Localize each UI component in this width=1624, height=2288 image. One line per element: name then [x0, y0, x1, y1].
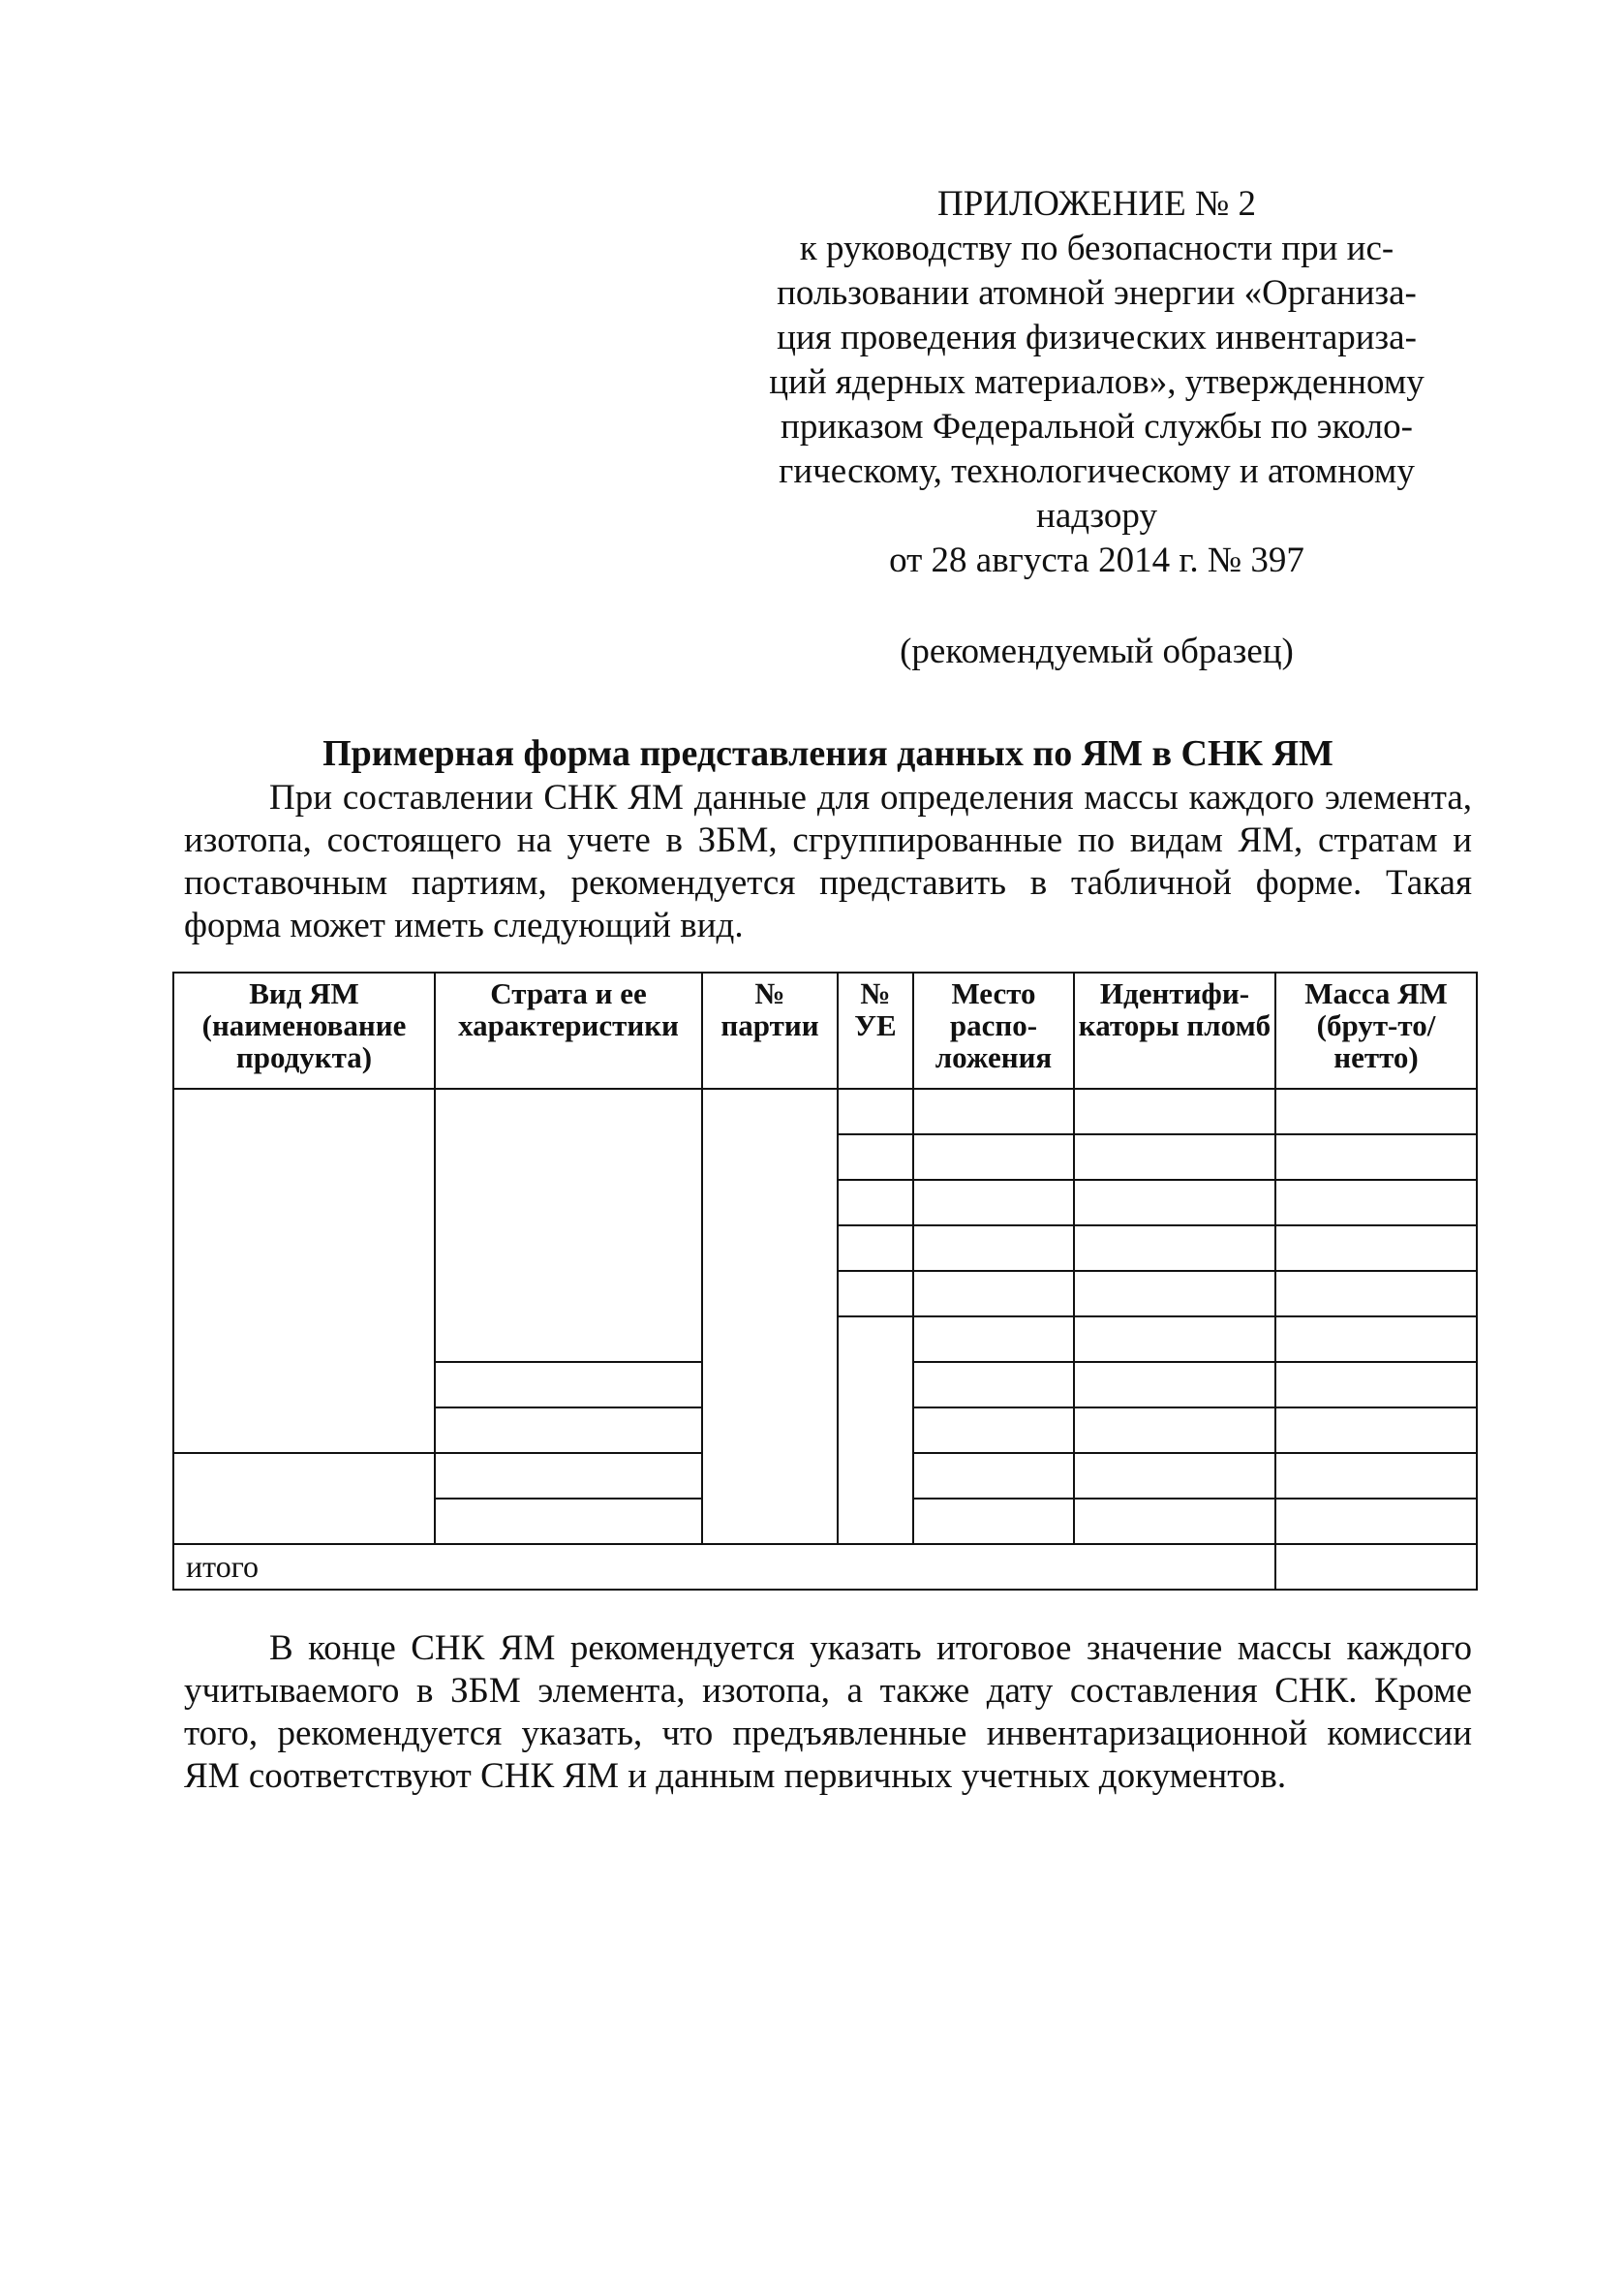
- table-header-row: [173, 973, 1477, 1089]
- table-cell: [1074, 1453, 1275, 1499]
- table-cell: [1074, 1089, 1275, 1134]
- header-item-number: № УЕ: [838, 973, 913, 1089]
- table-cell: [913, 1499, 1074, 1544]
- spacer: [736, 583, 1457, 630]
- table-cell: [1074, 1271, 1275, 1316]
- table-cell: [838, 1089, 913, 1134]
- table-cell: [838, 1180, 913, 1225]
- table-cell: [1074, 1225, 1275, 1271]
- header-batch-number: № партии: [702, 973, 838, 1089]
- table-cell: [913, 1225, 1074, 1271]
- header-seal-ids: Идентифи-каторы пломб: [1074, 973, 1275, 1089]
- total-mass-cell: [1275, 1544, 1477, 1590]
- table-cell: [1074, 1362, 1275, 1407]
- table-cell: [1275, 1225, 1477, 1271]
- appendix-line: приказом Федеральной службы по эколо-: [781, 407, 1413, 447]
- table-cell: [1074, 1180, 1275, 1225]
- document-title: Примерная форма представления данных по ЯМ в СНК ЯМ: [322, 733, 1333, 774]
- cell-stratum-4: [435, 1453, 702, 1499]
- table-cell: [1275, 1134, 1477, 1180]
- appendix-order-date: от 28 августа 2014 г. № 397: [889, 541, 1304, 580]
- table-cell: [1275, 1316, 1477, 1362]
- table-cell: [1275, 1271, 1477, 1316]
- table-cell: [913, 1134, 1074, 1180]
- table-cell: [1074, 1134, 1275, 1180]
- table-cell: [838, 1134, 913, 1180]
- table-cell: [1275, 1499, 1477, 1544]
- table-cell: [1074, 1407, 1275, 1453]
- cell-material-type-2: [173, 1453, 435, 1544]
- header-stratum: Страта и ее характеристики: [435, 973, 702, 1089]
- cell-material-type-1: [173, 1089, 435, 1453]
- appendix-line: ция проведения физических инвентариза-: [777, 318, 1417, 357]
- total-label: итого: [173, 1544, 1275, 1590]
- intro-paragraph: При составлении СНК ЯМ данные для определения массы каждого элемента, изотопа, состоящего на учете в ЗБМ, сгруппированные по видам ЯМ, стратам и поставочным партиям, рекомендуется представить в табличной форме. Такая форма может иметь следующий вид.: [184, 778, 1472, 945]
- table-cell: [1074, 1499, 1275, 1544]
- appendix-block: [736, 182, 1457, 674]
- table-cell: [838, 1225, 913, 1271]
- cell-stratum-5: [435, 1499, 702, 1544]
- table-cell: [913, 1407, 1074, 1453]
- cell-stratum-3: [435, 1407, 702, 1453]
- table-row: [173, 1089, 1477, 1134]
- appendix-line: ций ядерных материалов», утвержденному: [769, 362, 1425, 402]
- table-cell: [838, 1271, 913, 1316]
- appendix-line: к руководству по безопасности при ис-: [799, 229, 1394, 268]
- appendix-line: пользовании атомной энергии «Организа-: [777, 273, 1417, 313]
- appendix-heading: ПРИЛОЖЕНИЕ № 2: [936, 184, 1256, 224]
- appendix-line: надзору: [1036, 496, 1157, 536]
- table-cell: [913, 1453, 1074, 1499]
- header-mass: Масса ЯМ (брут-то/нетто): [1275, 973, 1477, 1089]
- header-location: Место распо-ложения: [913, 973, 1074, 1089]
- total-row: [173, 1544, 1477, 1590]
- table-cell: [1275, 1180, 1477, 1225]
- appendix-line: гическому, технологическому и атомному: [779, 451, 1415, 491]
- header-material-type: Вид ЯМ (наименование продукта): [173, 973, 435, 1089]
- cell-stratum-1: [435, 1089, 702, 1362]
- cell-item-merged: [838, 1316, 913, 1544]
- cell-stratum-2: [435, 1362, 702, 1407]
- table-cell: [1275, 1362, 1477, 1407]
- table-cell: [913, 1180, 1074, 1225]
- table-cell: [913, 1362, 1074, 1407]
- table-cell: [1275, 1453, 1477, 1499]
- table-cell: [913, 1271, 1074, 1316]
- cell-batch: [702, 1089, 838, 1544]
- data-form-table: [172, 972, 1478, 1591]
- table-cell: [1074, 1316, 1275, 1362]
- table-cell: [913, 1316, 1074, 1362]
- table-cell: [1275, 1089, 1477, 1134]
- table-cell: [913, 1089, 1074, 1134]
- closing-paragraph: В конце СНК ЯМ рекомендуется указать итоговое значение массы каждого учитываемого в ЗБМ элемента, изотопа, а также дату составления СНК. Кроме того, рекомендуется указать, что предъявленные инвентаризационной комиссии ЯМ соответствуют СНК ЯМ и данным первичных учетных документов.: [184, 1628, 1472, 1796]
- appendix-note: (рекомендуемый образец): [900, 632, 1294, 671]
- table-cell: [1275, 1407, 1477, 1453]
